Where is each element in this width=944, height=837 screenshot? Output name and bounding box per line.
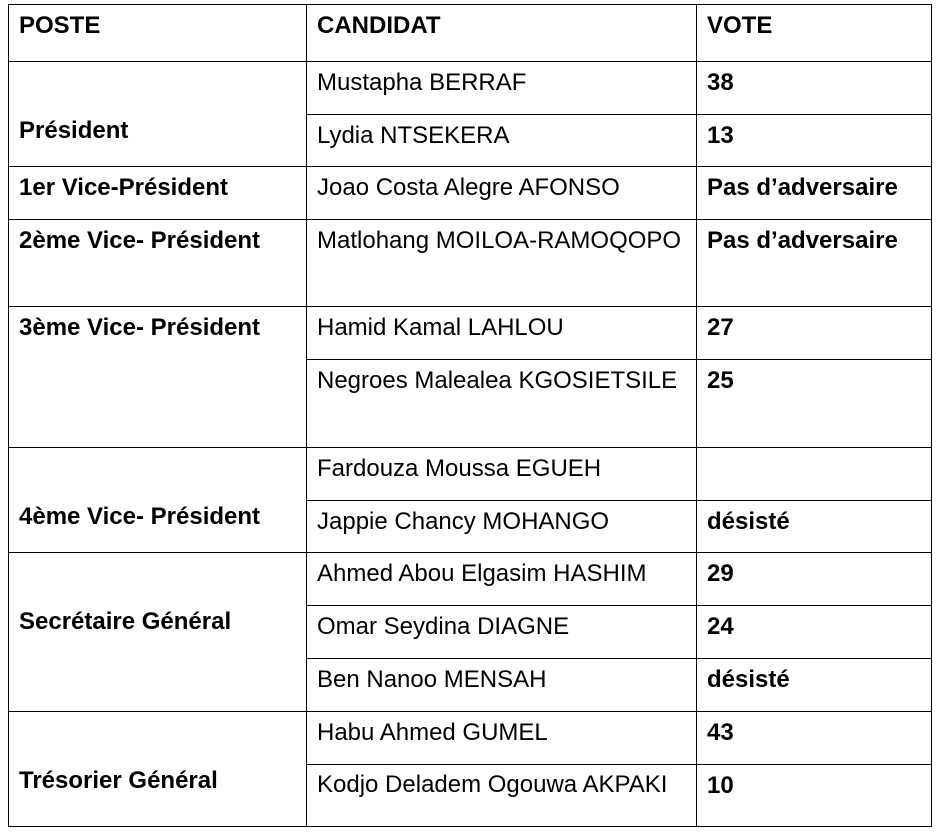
vote-cell: 24 bbox=[697, 606, 932, 659]
poste-cell: Secrétaire Général bbox=[9, 553, 307, 712]
vote-cell: 25 bbox=[697, 360, 932, 448]
poste-cell: 2ème Vice- Président bbox=[9, 220, 307, 307]
table-row bbox=[9, 448, 932, 501]
header-vote: VOTE bbox=[697, 5, 932, 62]
candidat-cell: Fardouza Moussa EGUEH bbox=[307, 448, 697, 501]
vote-cell: 27 bbox=[697, 307, 932, 360]
poste-cell: 3ème Vice- Président bbox=[9, 307, 307, 448]
candidat-cell: Kodjo Deladem Ogouwa AKPAKI bbox=[307, 765, 697, 827]
header-candidat: CANDIDAT bbox=[307, 5, 697, 62]
candidat-cell: Ben Nanoo MENSAH bbox=[307, 659, 697, 712]
table-row bbox=[9, 62, 932, 115]
header-poste: POSTE bbox=[9, 5, 307, 62]
poste-cell: Trésorier Général bbox=[9, 712, 307, 827]
table-row bbox=[9, 712, 932, 765]
poste-cell: Président bbox=[9, 62, 307, 167]
vote-cell bbox=[697, 448, 932, 501]
candidat-cell: Joao Costa Alegre AFONSO bbox=[307, 167, 697, 220]
vote-cell: 38 bbox=[697, 62, 932, 115]
candidat-cell: Lydia NTSEKERA bbox=[307, 115, 697, 167]
table-row bbox=[9, 553, 932, 606]
candidat-cell: Hamid Kamal LAHLOU bbox=[307, 307, 697, 360]
candidat-cell: Matlohang MOILOA-RAMOQOPO bbox=[307, 220, 697, 307]
vote-cell: 10 bbox=[697, 765, 932, 827]
vote-cell: 29 bbox=[697, 553, 932, 606]
vote-cell: 43 bbox=[697, 712, 932, 765]
candidat-cell: Negroes Malealea KGOSIETSILE bbox=[307, 360, 697, 448]
poste-cell: 1er Vice-Président bbox=[9, 167, 307, 220]
table-row bbox=[9, 220, 932, 307]
candidat-cell: Omar Seydina DIAGNE bbox=[307, 606, 697, 659]
table-header-row bbox=[9, 5, 932, 62]
candidat-cell: Jappie Chancy MOHANGO bbox=[307, 501, 697, 553]
vote-cell: 13 bbox=[697, 115, 932, 167]
candidat-cell: Mustapha BERRAF bbox=[307, 62, 697, 115]
vote-cell: Pas d’adversaire bbox=[697, 220, 932, 307]
candidat-cell: Ahmed Abou Elgasim HASHIM bbox=[307, 553, 697, 606]
poste-cell: 4ème Vice- Président bbox=[9, 448, 307, 553]
table-row bbox=[9, 307, 932, 360]
table-row bbox=[9, 167, 932, 220]
vote-cell: Pas d’adversaire bbox=[697, 167, 932, 220]
vote-cell: désisté bbox=[697, 659, 932, 712]
election-results-table bbox=[8, 4, 932, 827]
vote-cell: désisté bbox=[697, 501, 932, 553]
candidat-cell: Habu Ahmed GUMEL bbox=[307, 712, 697, 765]
